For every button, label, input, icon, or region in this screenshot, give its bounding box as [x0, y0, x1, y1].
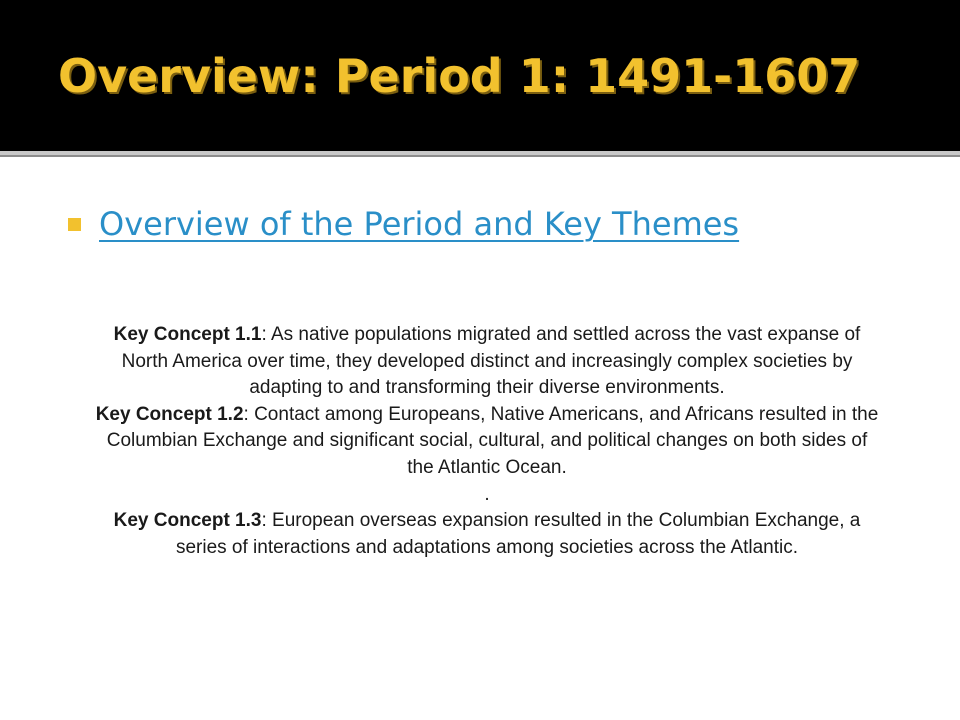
concept-label: Key Concept 1.2	[95, 403, 244, 425]
divider-dark	[0, 155, 960, 157]
overview-link[interactable]: Overview of the Period and Key Themes	[99, 205, 740, 243]
slide-title: Overview: Period 1: 1491-1607	[58, 49, 861, 103]
concept-label: Key Concept 1.1	[113, 324, 262, 345]
separator-text: .	[484, 483, 490, 505]
key-concepts	[95, 322, 879, 561]
square-bullet-icon	[68, 218, 81, 231]
concept-text: : Contact among Europeans, Native Americans, and Africans resulted in the Columbian Exchange and significant social, cultural, and political changes on both sides of the Atlantic Ocean.	[106, 403, 879, 478]
key-concept-1-1	[95, 322, 879, 402]
key-concept-1-3	[95, 508, 879, 561]
concept-label: Key Concept 1.3	[113, 510, 262, 532]
concept-text: : As native populations migrated and settled across the vast expanse of North America over time, they developed distinct and increasingly complex societies by adapting to and transforming their diverse environments.	[121, 324, 861, 399]
concept-text: : European overseas expansion resulted in the Columbian Exchange, a series of interactions and adaptations among societies across the Atlantic.	[175, 510, 861, 558]
key-concept-1-2	[95, 402, 879, 482]
bullet-list-item	[68, 200, 739, 248]
title-bar	[0, 0, 960, 151]
separator-dot	[95, 482, 879, 509]
